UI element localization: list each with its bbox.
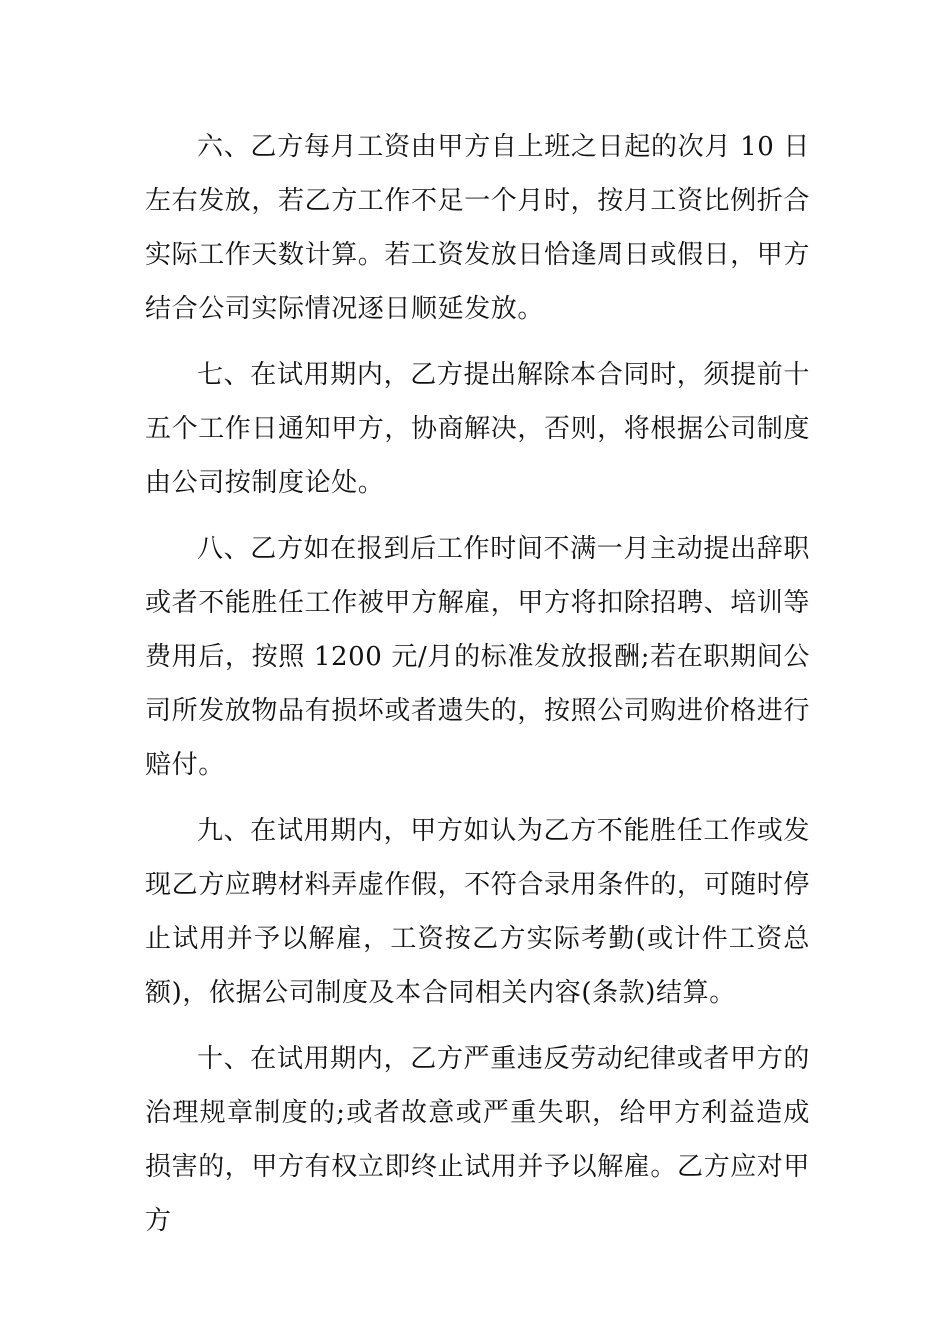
clause-8-paragraph: 八、乙方如在报到后工作时间不满一月主动提出辞职或者不能胜任工作被甲方解雇，甲方将扣除招聘、培训等费用后，按照 1200 元/月的标准发放报酬;若在职期间公司所发放物品有损坏或者遗失的，按照公司购进价格进行赔付。: [145, 534, 811, 780]
clause-10-paragraph: 十、在试用期内，乙方严重违反劳动纪律或者甲方的治理规章制度的;或者故意或严重失职，给甲方利益造成损害的，甲方有权立即终止试用并予以解雇。乙方应对甲方: [145, 1044, 811, 1236]
clause-6-paragraph: 六、乙方每月工资由甲方自上班之日起的次月 10 日左右发放，若乙方工作不足一个月时，按月工资比例折合实际工作天数计算。若工资发放日恰逢周日或假日，甲方结合公司实际情况逐日顺延发放。: [145, 132, 811, 324]
document-body: [145, 120, 810, 1260]
clause-9-paragraph: 九、在试用期内，甲方如认为乙方不能胜任工作或发现乙方应聘材料弄虚作假，不符合录用条件的，可随时停止试用并予以解雇，工资按乙方实际考勤(或计件工资总额)，依据公司制度及本合同相关内容(条款)结算。: [145, 816, 811, 1008]
clause-7-paragraph: 七、在试用期内，乙方提出解除本合同时，须提前十五个工作日通知甲方，协商解决，否则，将根据公司制度由公司按制度论处。: [145, 360, 811, 498]
